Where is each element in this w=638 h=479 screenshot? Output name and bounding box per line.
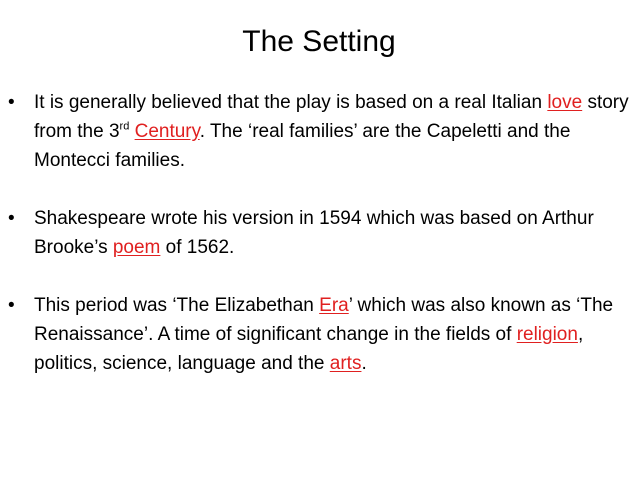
- bullet-text: , politics, science, language and the: [34, 324, 584, 374]
- hyperlink[interactable]: poem: [112, 237, 161, 258]
- bullet-text: . The ‘real families’ are the Capeletti and the Montecci families.: [34, 121, 571, 171]
- bullet-text: This period was ‘The Elizabethan: [34, 295, 320, 316]
- bullet-item: [8, 204, 634, 262]
- bullet-text: .: [361, 353, 367, 374]
- bullet-item: [8, 291, 634, 378]
- hyperlink[interactable]: Century: [134, 121, 200, 142]
- bullet-item: [8, 88, 634, 175]
- bullet-text: Shakespeare wrote his version in 1594 which was based on Arthur Brooke’s: [34, 208, 594, 258]
- bullet-list: [8, 88, 634, 378]
- bullet-text: It is generally believed that the play is based on a real Italian: [34, 92, 548, 113]
- hyperlink[interactable]: religion: [516, 324, 578, 345]
- bullet-dot: •: [8, 92, 15, 113]
- hyperlink[interactable]: Era: [319, 295, 349, 316]
- slide-title: The Setting: [242, 25, 396, 58]
- bullet-dot: •: [8, 208, 15, 229]
- bullet-text: of 1562.: [160, 237, 235, 258]
- hyperlink[interactable]: love: [547, 92, 583, 113]
- bullet-text: story from the 3: [34, 92, 629, 142]
- superscript-text: rd: [119, 120, 130, 133]
- hyperlink[interactable]: arts: [329, 353, 362, 374]
- bullet-dot: •: [8, 295, 15, 316]
- bullet-text: ’ which was also known as ‘The Renaissance’. A time of significant change in the fields of: [34, 295, 614, 345]
